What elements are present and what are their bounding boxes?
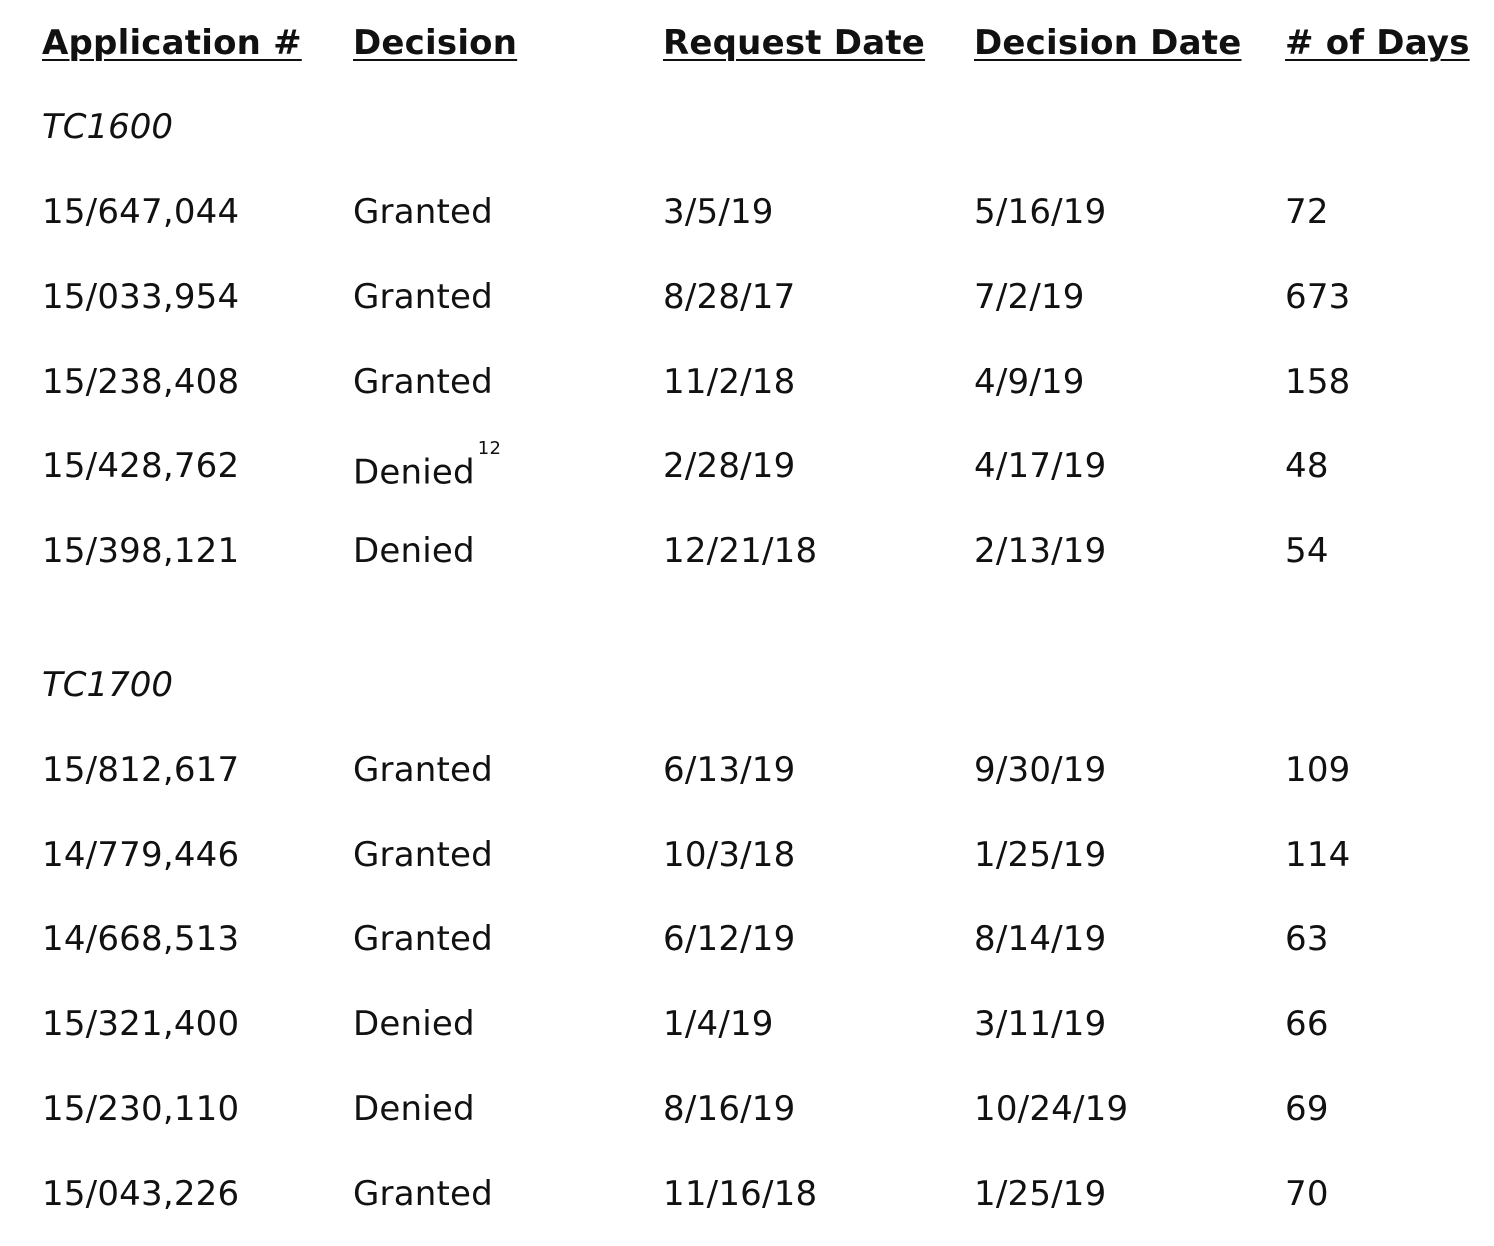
decision: Granted — [353, 192, 493, 232]
request-date: 11/2/18 — [663, 362, 796, 402]
request-date: 6/12/19 — [663, 919, 796, 959]
days: 70 — [1285, 1174, 1329, 1214]
decision-date: 8/14/19 — [974, 919, 1107, 959]
application-number: 15/428,762 — [42, 446, 240, 486]
application-number: 15/647,044 — [42, 192, 240, 232]
application-number: 15/812,617 — [42, 750, 240, 790]
footnote-reference[interactable]: 12 — [477, 438, 502, 459]
header-decision-date: Decision Date — [974, 23, 1242, 63]
header-request-date: Request Date — [663, 23, 926, 63]
days: 63 — [1285, 919, 1329, 959]
application-number: 15/033,954 — [42, 277, 240, 317]
application-number: 15/043,226 — [42, 1174, 240, 1214]
table-row — [0, 914, 1494, 964]
decision-date: 4/9/19 — [974, 362, 1085, 402]
decision: Denied — [353, 1089, 475, 1129]
group-label-tc1600: TC1600 — [42, 107, 174, 147]
decision-date: 5/16/19 — [974, 192, 1107, 232]
decision: Granted — [353, 919, 493, 959]
decision-date: 4/17/19 — [974, 446, 1107, 486]
decision-date: 1/25/19 — [974, 1174, 1107, 1214]
days: 48 — [1285, 446, 1329, 486]
table-row — [0, 1084, 1494, 1134]
header-days: # of Days — [1285, 23, 1470, 63]
decision-date: 10/24/19 — [974, 1089, 1129, 1129]
table-row — [0, 1169, 1494, 1219]
application-number: 14/779,446 — [42, 835, 240, 875]
decision: Denied — [353, 531, 475, 571]
table-row — [0, 438, 1494, 493]
request-date: 2/28/19 — [663, 446, 796, 486]
decision: Granted — [353, 362, 493, 402]
request-date: 10/3/18 — [663, 835, 796, 875]
request-date: 3/5/19 — [663, 192, 774, 232]
table-row — [0, 272, 1494, 322]
table-header — [0, 18, 1494, 68]
group-label-tc1700: TC1700 — [42, 665, 174, 705]
days: 66 — [1285, 1004, 1329, 1044]
decision: Granted — [353, 835, 493, 875]
days: 69 — [1285, 1089, 1329, 1129]
request-date: 8/16/19 — [663, 1089, 796, 1129]
application-number: 15/321,400 — [42, 1004, 240, 1044]
application-number: 15/398,121 — [42, 531, 240, 571]
table-row — [0, 187, 1494, 237]
days: 109 — [1285, 750, 1351, 790]
days: 72 — [1285, 192, 1329, 232]
days: 54 — [1285, 531, 1329, 571]
header-decision: Decision — [353, 23, 518, 63]
decision-date: 3/11/19 — [974, 1004, 1107, 1044]
decision-date: 1/25/19 — [974, 835, 1107, 875]
request-date: 11/16/18 — [663, 1174, 818, 1214]
table-row — [0, 526, 1494, 576]
request-date: 8/28/17 — [663, 277, 796, 317]
decision-date: 2/13/19 — [974, 531, 1107, 571]
table-row — [0, 830, 1494, 880]
table-row — [0, 745, 1494, 795]
application-number: 14/668,513 — [42, 919, 240, 959]
days: 673 — [1285, 277, 1351, 317]
decision-with-footnote — [353, 438, 502, 497]
days: 114 — [1285, 835, 1351, 875]
decision: Granted — [353, 1174, 493, 1214]
decision-date: 9/30/19 — [974, 750, 1107, 790]
decision: Granted — [353, 277, 493, 317]
decision: Denied — [353, 1004, 475, 1044]
table-row — [0, 357, 1494, 407]
decision: Granted — [353, 750, 493, 790]
decision-date: 7/2/19 — [974, 277, 1085, 317]
application-number: 15/238,408 — [42, 362, 240, 402]
header-application: Application # — [42, 23, 302, 63]
request-date: 12/21/18 — [663, 531, 818, 571]
request-date: 1/4/19 — [663, 1004, 774, 1044]
days: 158 — [1285, 362, 1351, 402]
request-date: 6/13/19 — [663, 750, 796, 790]
table-row — [0, 999, 1494, 1049]
decision: Denied — [353, 452, 475, 493]
application-number: 15/230,110 — [42, 1089, 240, 1129]
